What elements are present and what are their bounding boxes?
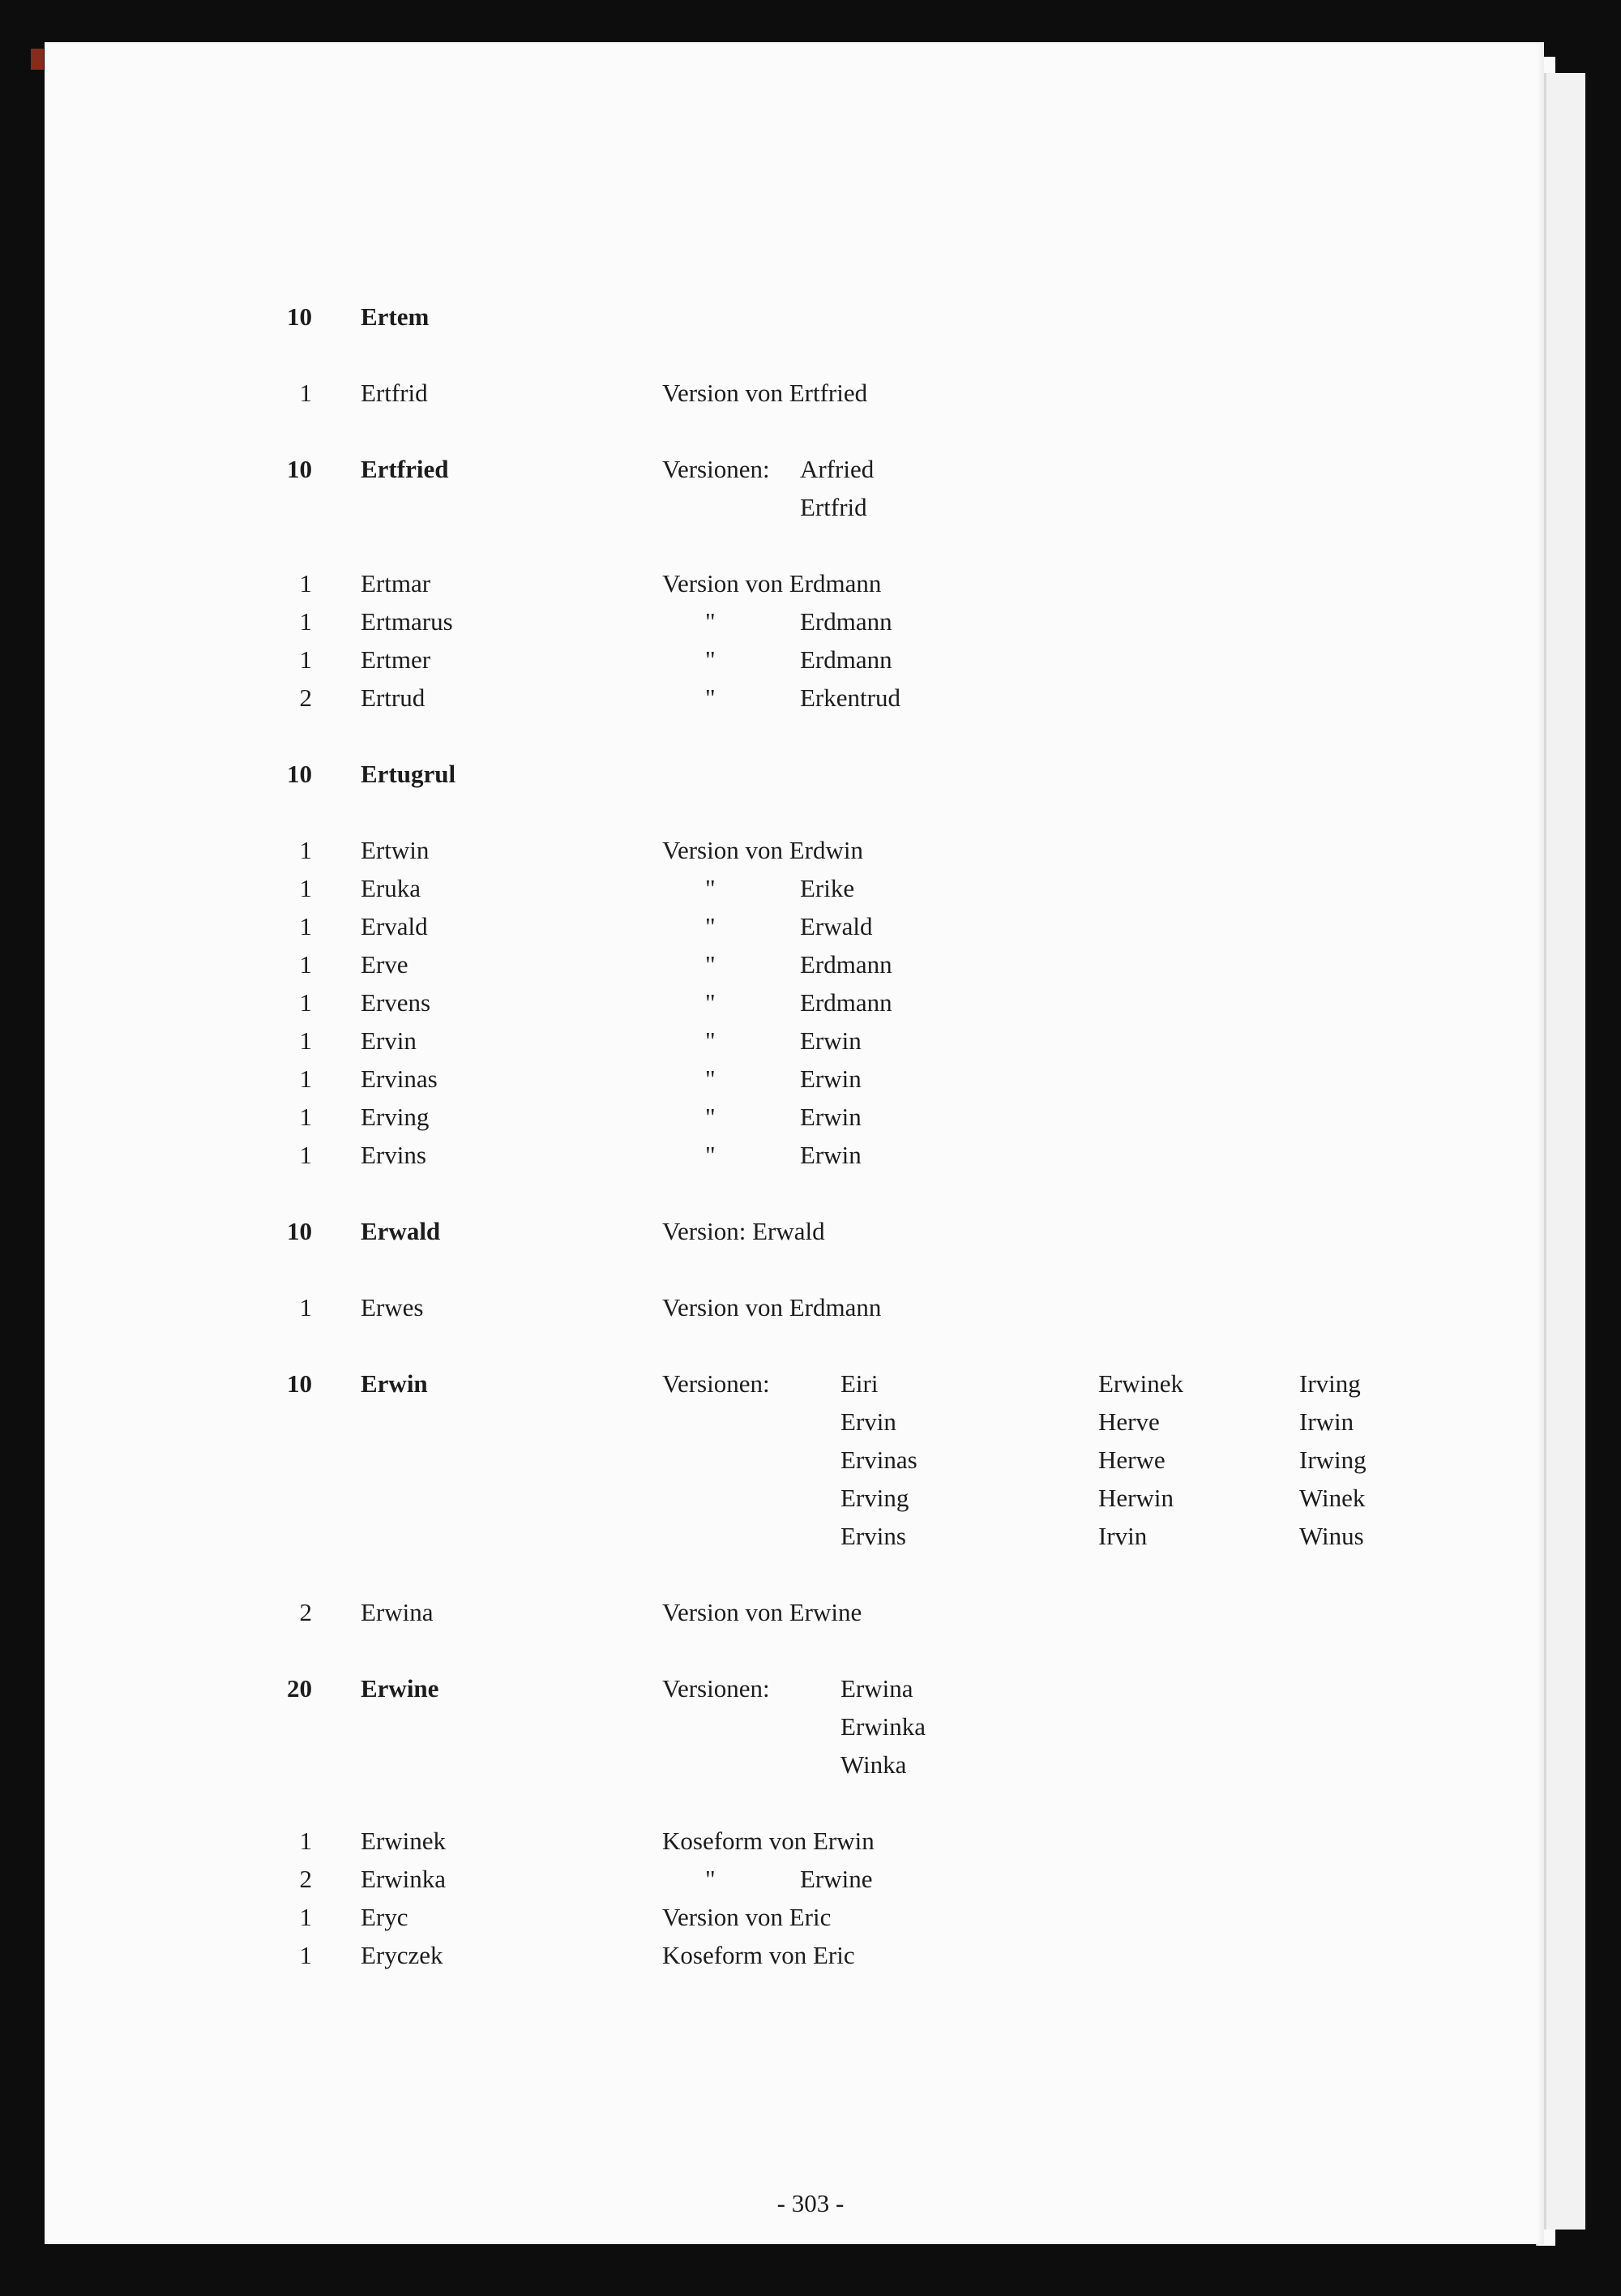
entry-row (0, 1707, 1621, 1746)
entry-name: Ertfried (361, 455, 449, 483)
entry-row (0, 1441, 1621, 1480)
entry-reference: Erwald (800, 912, 873, 940)
ditto-mark: " (705, 1141, 716, 1169)
entry-row (0, 640, 1621, 679)
entry-count: 1 (299, 1103, 312, 1131)
entry-reference: Erkentrud (800, 683, 900, 712)
entry-row (0, 831, 1621, 870)
entry-row (0, 1212, 1621, 1251)
entry-row (0, 1136, 1621, 1175)
entry-name: Ertmer (361, 645, 431, 674)
entry-count: 1 (299, 1293, 312, 1321)
entry-reference: Erdmann (800, 645, 892, 674)
ditto-mark: " (705, 912, 716, 940)
entry-count: 20 (287, 1674, 312, 1703)
entry-reference: Erwinka (840, 1712, 926, 1741)
entry-row (0, 1403, 1621, 1441)
entry-row (0, 1060, 1621, 1099)
entry-row (0, 679, 1621, 718)
entry-count: 2 (299, 683, 312, 712)
variant-name: Herwe (1098, 1446, 1165, 1474)
entry-reference: Erwine (800, 1865, 873, 1893)
entry-name: Ervin (361, 1026, 417, 1055)
entry-reference: Erving (840, 1484, 909, 1512)
entry-count: 1 (299, 1026, 312, 1055)
entry-row (0, 1669, 1621, 1708)
entry-row (0, 1898, 1621, 1937)
ditto-mark: " (705, 1103, 716, 1131)
entry-name: Erwine (361, 1674, 439, 1703)
entry-name: Eruka (361, 874, 421, 902)
entry-count: 10 (287, 760, 312, 788)
entry-note: Version: Erwald (662, 1217, 825, 1245)
variant-name: Irving (1299, 1369, 1361, 1398)
entry-note: Versionen: (662, 1674, 770, 1703)
entry-row (0, 1746, 1621, 1784)
entry-count: 1 (299, 950, 312, 979)
entry-name: Eryc (361, 1903, 408, 1931)
entry-count: 10 (287, 302, 312, 331)
entry-count: 1 (299, 836, 312, 864)
entry-count: 1 (299, 1064, 312, 1093)
entry-row (0, 1479, 1621, 1518)
entry-row (0, 945, 1621, 984)
entry-note: Version von Erdmann (662, 1293, 882, 1321)
entry-name: Erwin (361, 1369, 428, 1398)
entry-row (0, 602, 1621, 641)
entry-row (0, 1822, 1621, 1861)
entry-name: Erwald (361, 1217, 441, 1245)
entry-name: Ervins (361, 1141, 426, 1169)
entry-name: Erwinek (361, 1827, 447, 1855)
entry-count: 1 (299, 912, 312, 940)
entry-row (0, 564, 1621, 603)
ditto-mark: " (705, 607, 716, 636)
entry-row (0, 869, 1621, 908)
entry-count: 1 (299, 1141, 312, 1169)
entry-reference: Erdmann (800, 950, 892, 979)
variant-name: Herwin (1098, 1484, 1174, 1512)
entry-reference: Ervin (840, 1407, 896, 1436)
entry-note: Version von Erwine (662, 1598, 862, 1626)
entry-name: Erving (361, 1103, 430, 1131)
entry-reference: Arfried (800, 455, 875, 483)
entry-name: Ertmar (361, 569, 431, 598)
entry-reference: Erwin (800, 1103, 862, 1131)
entry-count: 2 (299, 1865, 312, 1893)
entry-count: 10 (287, 455, 312, 483)
entry-name: Ertrud (361, 683, 426, 712)
entry-reference: Ertfrid (800, 493, 867, 521)
page-number: - 303 - (776, 2189, 845, 2217)
entry-count: 1 (299, 874, 312, 902)
variant-name: Herve (1098, 1407, 1160, 1436)
entry-row (0, 488, 1621, 527)
entry-row (0, 450, 1621, 489)
entry-name: Ertfrid (361, 379, 428, 407)
ditto-mark: " (705, 683, 716, 712)
entry-count: 1 (299, 1827, 312, 1855)
entry-name: Erwes (361, 1293, 424, 1321)
entry-row (0, 1517, 1621, 1556)
entry-note: Version von Erdwin (662, 836, 863, 864)
entry-note: Koseform von Eric (662, 1941, 855, 1969)
entry-row (0, 374, 1621, 413)
entry-reference: Erwin (800, 1141, 862, 1169)
entry-count: 2 (299, 1598, 312, 1626)
entry-row (0, 1860, 1621, 1899)
entry-reference: Winka (840, 1750, 907, 1779)
ditto-mark: " (705, 950, 716, 979)
ditto-mark: " (705, 1064, 716, 1093)
entry-row (0, 1022, 1621, 1060)
entry-name: Ertugrul (361, 760, 456, 788)
entry-reference: Eiri (840, 1369, 879, 1398)
entry-reference: Ervinas (840, 1446, 917, 1474)
variant-name: Irvin (1098, 1522, 1148, 1550)
entry-note: Koseform von Erwin (662, 1827, 875, 1855)
entry-row (0, 1288, 1621, 1327)
entry-name: Ervald (361, 912, 428, 940)
entry-count: 1 (299, 607, 312, 636)
entry-name: Ertwin (361, 836, 430, 864)
entry-reference: Ervins (840, 1522, 906, 1550)
entry-count: 1 (299, 569, 312, 598)
entry-count: 1 (299, 379, 312, 407)
entry-name: Erwina (361, 1598, 434, 1626)
entry-note: Versionen: (662, 1369, 770, 1398)
entry-count: 1 (299, 1903, 312, 1931)
variant-name: Winek (1299, 1484, 1366, 1512)
entry-note: Version von Eric (662, 1903, 832, 1931)
entry-row (0, 755, 1621, 794)
entry-count: 1 (299, 1941, 312, 1969)
entry-name: Ertmarus (361, 607, 453, 636)
entry-note: Versionen: (662, 455, 770, 483)
entry-name: Ervens (361, 988, 431, 1017)
variant-name: Irwing (1299, 1446, 1367, 1474)
variant-name: Erwinek (1098, 1369, 1184, 1398)
entry-name: Eryczek (361, 1941, 443, 1969)
entry-row (0, 983, 1621, 1022)
variant-name: Irwin (1299, 1407, 1354, 1436)
entry-name: Ertem (361, 302, 430, 331)
ditto-mark: " (705, 1026, 716, 1055)
entry-note: Version von Ertfried (662, 379, 868, 407)
entry-note: Version von Erdmann (662, 569, 882, 598)
entry-name: Ervinas (361, 1064, 438, 1093)
entry-reference: Erwin (800, 1064, 862, 1093)
entry-reference: Erwina (840, 1674, 913, 1703)
ditto-mark: " (705, 988, 716, 1017)
entry-name: Erwinka (361, 1865, 447, 1893)
entry-count: 10 (287, 1217, 312, 1245)
entry-row (0, 907, 1621, 946)
entry-row (0, 1364, 1621, 1403)
entry-reference: Erike (800, 874, 855, 902)
entry-reference: Erwin (800, 1026, 862, 1055)
ditto-mark: " (705, 1865, 716, 1893)
entry-count: 10 (287, 1369, 312, 1398)
entry-reference: Erdmann (800, 988, 892, 1017)
entry-row (0, 298, 1621, 336)
entry-reference: Erdmann (800, 607, 892, 636)
entry-row (0, 1593, 1621, 1632)
variant-name: Winus (1299, 1522, 1364, 1550)
entry-row (0, 1936, 1621, 1975)
ditto-mark: " (705, 645, 716, 674)
entry-name: Erve (361, 950, 408, 979)
entry-count: 1 (299, 988, 312, 1017)
entry-count: 1 (299, 645, 312, 674)
ditto-mark: " (705, 874, 716, 902)
entry-row (0, 1098, 1621, 1137)
